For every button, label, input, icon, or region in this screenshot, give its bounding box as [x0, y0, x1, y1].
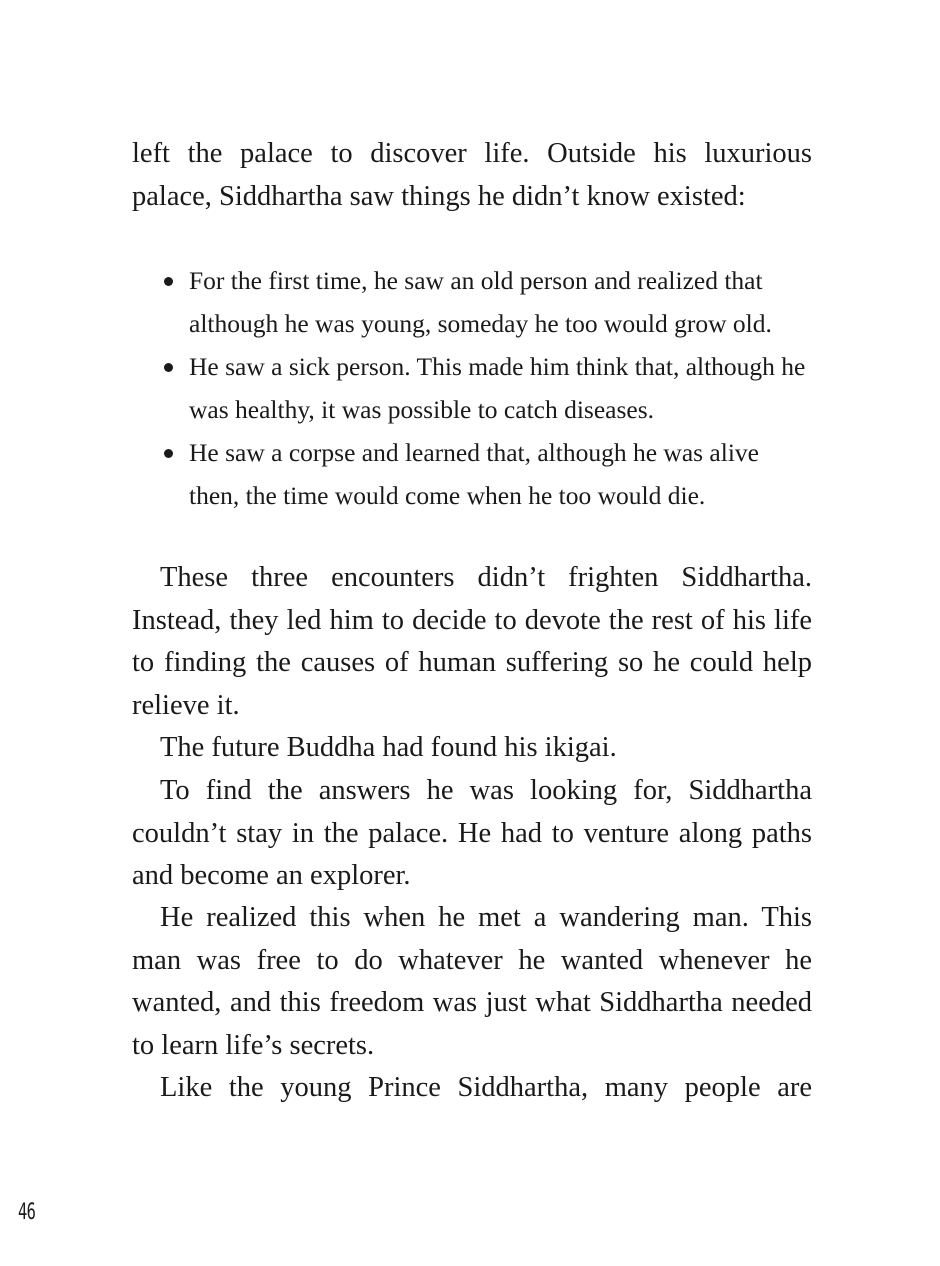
- page-number: 46: [18, 1200, 36, 1225]
- bullet-item-sick-person: [160, 345, 812, 431]
- bullet-dot-icon: [164, 449, 173, 458]
- bullet-item-corpse: [160, 431, 812, 517]
- bullet-text: He saw a corpse and learned that, although he was alive then, the time would come when he too would die.: [189, 438, 759, 510]
- paragraph-encounters: These three encounters didn’t frighten Siddhartha. Instead, they led him to decide to devote the rest of his life to finding the causes of human suffering so he could help relieve it.: [132, 562, 812, 721]
- bullet-dot-icon: [164, 363, 173, 372]
- paragraph-ikigai: The future Buddha had found his ikigai.: [160, 732, 617, 763]
- paragraph-wandering: He realized this when he met a wandering man. This man was free to do whatever he wanted whenever he wanted, and this freedom was just what Siddhartha needed to learn life’s secrets.: [132, 902, 812, 1061]
- paragraph-answers: To find the answers he was looking for, Siddhartha couldn’t stay in the palace. He had to venture along paths and become an explorer.: [132, 775, 812, 891]
- bullet-text: For the first time, he saw an old person and realized that although he was young, someday he too would grow old.: [189, 266, 772, 338]
- paragraph-final: Like the young Prince Siddhartha, many people are: [160, 1072, 812, 1103]
- bullet-list: [160, 259, 812, 517]
- bullet-text: He saw a sick person. This made him think that, although he was healthy, it was possible to catch diseases.: [189, 352, 806, 424]
- opening-paragraph: left the palace to discover life. Outside his luxurious palace, Siddhartha saw things he didn’t know existed:: [132, 138, 812, 212]
- bullet-item-old-person: [160, 259, 812, 345]
- bullet-dot-icon: [164, 277, 173, 286]
